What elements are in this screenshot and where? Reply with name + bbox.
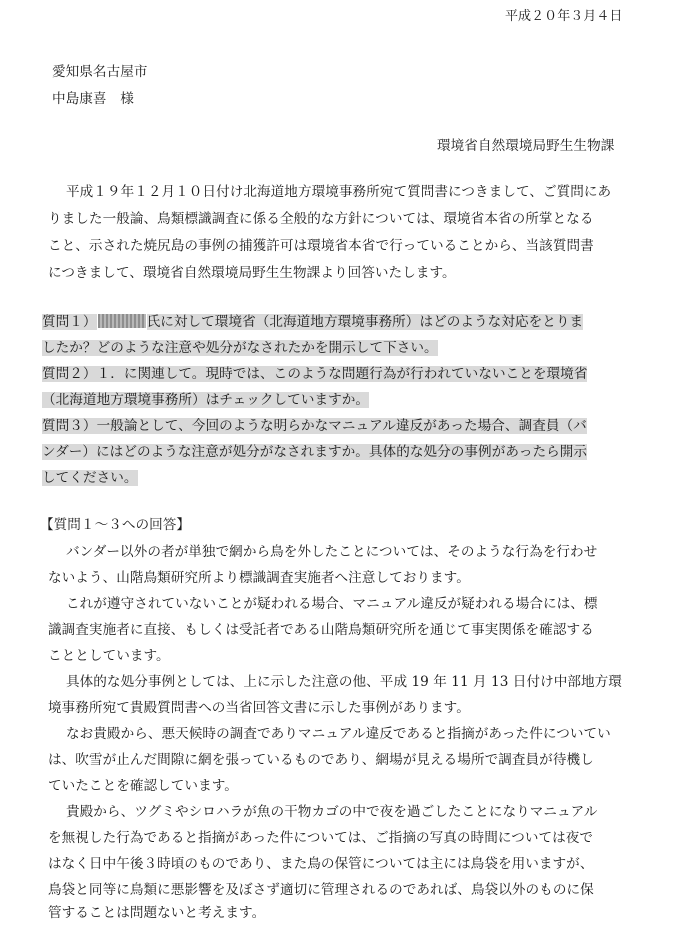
answer-line: なお貴殿から、悪天候時の調査でありマニュアル違反であると指摘があった件についてい bbox=[66, 726, 611, 742]
redacted-name bbox=[98, 314, 146, 328]
answer-line: はなく日中午後３時頃のものであり、また鳥の保管については主には鳥袋を用いますが、 bbox=[48, 856, 594, 872]
answer-line: 鳥袋と同等に鳥類に悪影響を及ぼさず適切に管理されるのであれば、鳥袋以外のものに保 bbox=[48, 882, 594, 898]
question-1-text-2: したか？どのような注意や処分がなされたかを開示して下さい。 bbox=[42, 340, 438, 356]
question-3-text: 質問３）一般論として、今回のような明らかなマニュアル違反があった場合、調査員（バ bbox=[42, 418, 587, 434]
question-1-text: 氏に対して環境省（北海道地方環境事務所）はどのような対応をとりま bbox=[146, 314, 584, 330]
question-3-cont bbox=[42, 469, 138, 487]
sender-department: 環境省自然環境局野生生物課 bbox=[437, 138, 615, 154]
question-3-cont bbox=[42, 443, 587, 461]
answer-line: を無視した行為であると指摘があった件については、ご指摘の写真の時間については夜で bbox=[48, 830, 594, 846]
answer-heading: 【質問１～３への回答】 bbox=[40, 517, 191, 533]
letter-date: 平成２０年３月４日 bbox=[505, 9, 623, 24]
question-2 bbox=[42, 365, 587, 383]
answer-line: 識調査実施者に直接、もしくは受託者である山階鳥類研究所を通じて事実関係を確認する bbox=[48, 622, 594, 638]
intro-line: りました一般論、鳥類標識調査に係る全般的な方針については、環境省本省の所掌となる bbox=[48, 211, 594, 227]
question-1-prefix: 質問１） bbox=[42, 314, 97, 330]
question-2-cont bbox=[42, 391, 369, 409]
answer-line: 境事務所宛て貴殿質問書への当省回答文書に示した事例があります。 bbox=[48, 700, 470, 716]
answer-line: ないよう、山階鳥類研究所より標識調査実施者へ注意しております。 bbox=[48, 570, 470, 586]
answer-line: ていたことを確認しています。 bbox=[48, 778, 238, 794]
recipient-name: 中島康喜 様 bbox=[52, 91, 134, 107]
answer-line: こととしています。 bbox=[48, 648, 170, 664]
intro-line: こと、示された焼尻島の事例の捕獲許可は環境省本省で行っていることから、当該質問書 bbox=[48, 238, 594, 254]
question-3-text-2: ンダー）にはどのような注意が処分がなされますか。具体的な処分の事例があったら開示 bbox=[42, 444, 588, 460]
answer-line: 具体的な処分事例としては、上に示した注意の他、平成 19 年 11 月 13 日付け中部地方環 bbox=[66, 674, 622, 690]
intro-line: 平成１９年１２月１０日付け北海道地方環境事務所宛て質問書につきまして、ご質問にあ bbox=[66, 184, 612, 200]
question-2-text-2: （北海道地方環境事務所）はチェックしていますか。 bbox=[42, 392, 370, 408]
answer-line: これが遵守されていないことが疑われる場合、マニュアル違反が疑われる場合には、標 bbox=[66, 596, 598, 612]
answer-line: バンダー以外の者が単独で網から鳥を外したことについては、そのような行為を行わせ bbox=[66, 544, 598, 560]
question-1 bbox=[42, 313, 583, 331]
question-2-text: 質問２）１．に関連して。現時では、このような問題行為が行われていないことを環境省 bbox=[42, 366, 588, 382]
answer-line: 管することは問題ないと考えます。 bbox=[48, 905, 266, 921]
recipient-address: 愛知県名古屋市 bbox=[52, 64, 148, 80]
answer-line: 貴殿から、ツグミやシロハラが魚の干物カゴの中で夜を過ごしたことになりマニュアル bbox=[66, 804, 598, 820]
question-3-text-3: してください。 bbox=[42, 470, 138, 486]
question-1-cont bbox=[42, 339, 438, 357]
question-3 bbox=[42, 417, 587, 435]
intro-line: につきまして、環境省自然環境局野生生物課より回答いたします。 bbox=[48, 265, 456, 281]
answer-line: は、吹雪が止んだ間隙に網を張っているものであり、網場が見える場所で調査員が待機し bbox=[48, 752, 594, 768]
